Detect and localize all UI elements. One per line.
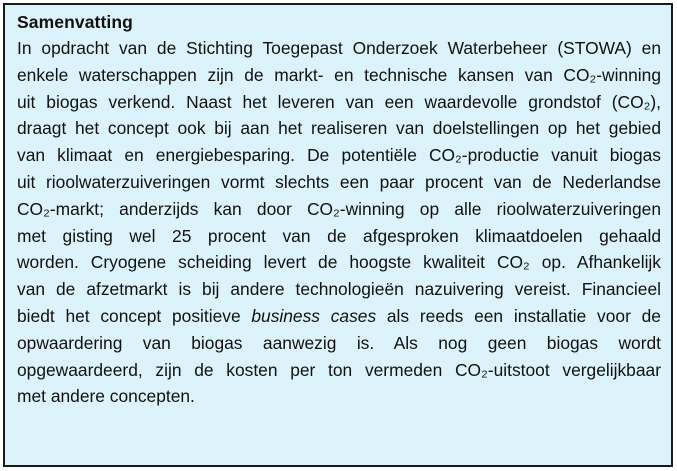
summary-line: van klimaat en energiebesparing. De potentiële CO₂-productie vanuit biogas bbox=[17, 145, 661, 166]
summary-line: CO₂-markt; anderzijds kan door CO₂-winning op alle rioolwaterzuiveringen bbox=[17, 198, 661, 219]
summary-line: uit rioolwaterzuiveringen vormt slechts een paar procent van de Nederlandse bbox=[17, 171, 661, 192]
summary-line-start: biedt het concept positieve bbox=[17, 305, 241, 326]
summary-title: Samenvatting bbox=[17, 12, 133, 32]
summary-line-end: als reeds een installatie voor de bbox=[386, 305, 661, 326]
summary-box bbox=[3, 3, 673, 467]
summary-line: opgewaardeerd, zijn de kosten per ton vermeden CO₂-uitstoot vergelijkbaar bbox=[17, 359, 661, 380]
business-cases-emphasis: business cases bbox=[251, 305, 377, 326]
summary-line: opwaardering van biogas aanwezig is. Als nog geen biogas wordt bbox=[17, 332, 661, 353]
summary-line: van de afzetmarkt is bij andere technologieën nazuivering vereist. Financieel bbox=[17, 279, 661, 300]
summary-line: In opdracht van de Stichting Toegepast Onderzoek Waterbeheer (STOWA) en bbox=[17, 38, 661, 58]
summary-line-last: met andere concepten. bbox=[17, 386, 195, 407]
summary-line: worden. Cryogene scheiding levert de hoogste kwaliteit CO₂ op. Afhankelijk bbox=[17, 252, 661, 273]
summary-body bbox=[17, 35, 659, 410]
summary-line: enkele waterschappen zijn de markt- en technische kansen van CO₂-winning bbox=[17, 64, 661, 85]
summary-line: draagt het concept ook bij aan het realiseren van doelstellingen op het gebied bbox=[17, 118, 661, 139]
summary-line: uit biogas verkend. Naast het leveren van een waardevolle grondstof (CO₂), bbox=[17, 91, 661, 112]
summary-line: met gisting wel 25 procent van de afgesproken klimaatdoelen gehaald bbox=[17, 225, 661, 246]
summary-line-business-cases bbox=[17, 303, 661, 330]
